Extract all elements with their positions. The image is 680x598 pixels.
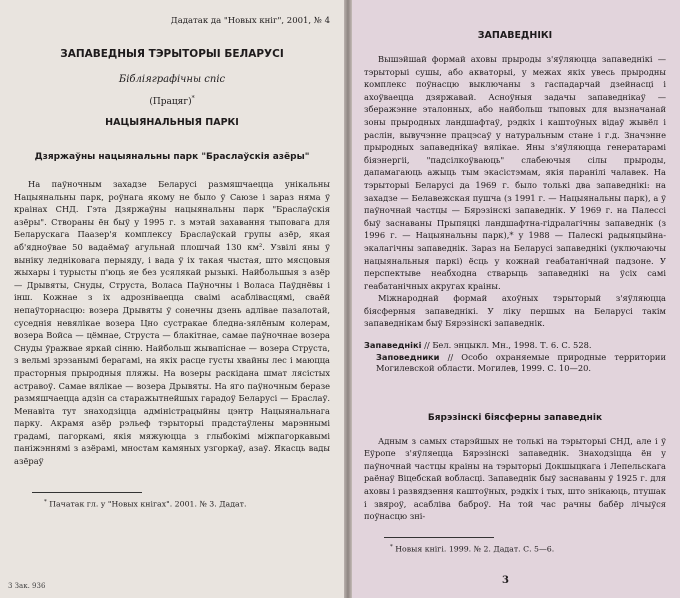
printer-code: 3 Зак. 936: [8, 582, 46, 590]
right-page: [352, 0, 680, 598]
footnote-mark: *: [44, 498, 47, 505]
reference-1: [364, 340, 666, 352]
continuation-note: [14, 95, 330, 107]
section-heading-reserves: ЗАПАВЕДНІКІ: [477, 30, 553, 41]
entry-title-berezinsky: Бярэзінскі біясферны запаведнік: [427, 412, 603, 423]
footnote-right: [364, 544, 666, 554]
document-subtitle: Бібліяграфічны спіс: [118, 74, 226, 85]
reference-1-text: // Бел. энцыкл. Мн., 1998. Т. 6. С. 528.: [424, 340, 592, 351]
document-title: ЗАПАВЕДНЫЯ ТЭРЫТОРЫІ БЕЛАРУСІ: [60, 48, 284, 60]
footnote-text: Пачатак гл. у "Новых кнігах". 2001. № 3. Дадат.: [49, 499, 247, 509]
reference-2-text: // Особо охраняемые природные территории Могилевской области. Могилев, 1999. С. 10—20.: [376, 351, 666, 374]
entry-title-braslau: Дзяржаўны нацыянальны парк "Браслаўскія азёры": [34, 152, 310, 162]
body-paragraph-biosphere: Міжнароднай формай ахоўных тэрыторый з'яўляюцца біясферныя запаведнікі. У ліку першых на Беларусі такім запаведнікам быў Бярэзінскі запаведнік.: [364, 293, 666, 329]
footnote-text-right: Новыя кнігі. 1999. № 2. Дадат. С. 5—6.: [395, 544, 555, 554]
page-number: 3: [502, 575, 509, 586]
continuation-text: (Працяг): [149, 97, 192, 107]
continuation-footnote-mark: *: [191, 95, 195, 102]
footnote-rule: [32, 492, 142, 493]
footnote-rule-right: [384, 537, 494, 538]
running-header: Дадатак да "Новых кніг", 2001, № 4: [170, 16, 330, 26]
reference-1-label: Запаведнікі: [364, 340, 422, 351]
reference-2: [364, 352, 666, 375]
body-paragraph-braslau: На паўночным захадзе Беларусі размяшчаецца унікальны Нацыянальны парк, роўнага якому не было ў Саюзе і зараз няма ў краінах СНД. Гэта Дзяржаўны нацыянальны парк "Браслаўскія азёры". Створаны ён быў у 1995 г. з мэтай захавання тыповага для Беларускага Паазер'я комплексу Браслаўскай групы азёр, якая аб'ядноўвае 50 вадаёмаў агульнай плошчай 130 км². Узвілі яны ў выніку ледніковага перыяду, і вада ў іх такая чыстая, што мясцовыя жыхары і турысты п'юць яе без усялякай рызыкі. Найбольшыя з азёр — Дрывяты, Снуды, Струста, Воласа Паўночны і Воласа Паўднёвы і інш. Кожнае з іх адрозніваецца сваімі асаблівасцямі, сваёй непаўторнасцю: возера Дрывяты ў сонечны дзень адлівае пазалотай, суседнія невялікае возера Цно сустракае бледна-зялёным колерам, возера Войса — цёмнае, Струста — блакітнае, самае паўночнае возера Снуды ўражвае яркай сінню. Найбольш жывапіснае — возера Струста, з вельмі зрэзанымі берагамі, на якіх расце густы хвайны лес і маюцца прасторныя прыродныя пляжы. На возеры раскідана шмат лясістых астравоў. Самае вялікае — возера Дрывяты. На яго паўночным беразе размяшчаецца адзін са старажытнейшых гарадоў Беларусі — Браслаў. Менавіта тут знаходзіцца адміністрацыйны цэнтр Нацыянальнага парку. Акрамя азёр рэльеф тэрыторыі прадстаўлены марэннымі градамі, пагоркамі, якія мяжуюцца з глыбокімі міжпагоркавымі паніжэннямі з азёрамі, мностам камяных узгоркаў, азаў. Якасць вады азёраў: [14, 179, 330, 467]
body-paragraph-berezinsky: Адным з самых старэйшых не толькі на тэрыторыі СНД, але і ў Еўропе з'яўляецца Бярэзінскі запаведнік. Знаходзіцца ён у паўночнай частцы краіны на тэрыторыі Докшыцкага і Лепельскага раёнаў Віцебскай вобласці. Запаведнік быў заснаваны ў 1925 г. для аховы і развядзення каштоўных, рэдкіх і тых, што знікаюць, птушак і звяроў, асабліва баброў. На той час рачны бабёр лічыўся поўнасцю зні-: [364, 435, 666, 522]
footnote-left: [14, 499, 330, 509]
body-paragraph-reserves: Вышэйшай формай аховы прыроды з'яўляюцца запаведнікі — тэрыторыі сушы, або акваторыі, у межах якіх увесь прыродны комплекс поўнасцю выключаны з гаспадарчай дзейнасці і ахоўваецца дзяржавай. Асноўныя задачы запаведнікаў — зберажэнне эталонных, або найбольш тыповых для вызначанай зоны прыродных ландшафтаў, рэдкіх і каштоўных відаў жывёл і раслін, вывучэнне працэсаў у натуральным стане і г.д. Значэнне прыродных запаведнікаў вялікае. Яны з'яўляюцца генератарамі біяэнергіі, "падсілкоўваюць" слабеючыя сілы прыроды, дапамагаюць ажыць тым экасістэмам, якія паранілі чалавек. На тэрыторыі Беларусі да 1969 г. было толькі два запаведнікі: на захадзе — Белавежская пушча (з 1991 г. — Нацыянальны парк), а ў паўночнай частцы — Бярэзінскі запаведнік. У 1969 г. на Палессі быў заснаваны Прыпяцкі ландшафтна-гідралагічны запаведнік (з 1996 г. — Нацыянальны парк),* у 1988 — Палескі радыяцыйна-экалагічны запаведнік. Зараз на Беларусі запаведнікі (уключаючы нацыянальныя паркі) ёсць у кожнай геабатанічнай падзоне. У перспектыве неабходна стварыць запаведнікі на ўсіх самі геабатанічных акругах краіны.: [364, 54, 666, 291]
reference-2-label: Заповедники: [376, 351, 440, 362]
footnote-mark-right: *: [390, 543, 393, 550]
book-gutter: [344, 0, 352, 598]
section-heading: НАЦЫЯНАЛЬНЫЯ ПАРКІ: [105, 117, 239, 128]
